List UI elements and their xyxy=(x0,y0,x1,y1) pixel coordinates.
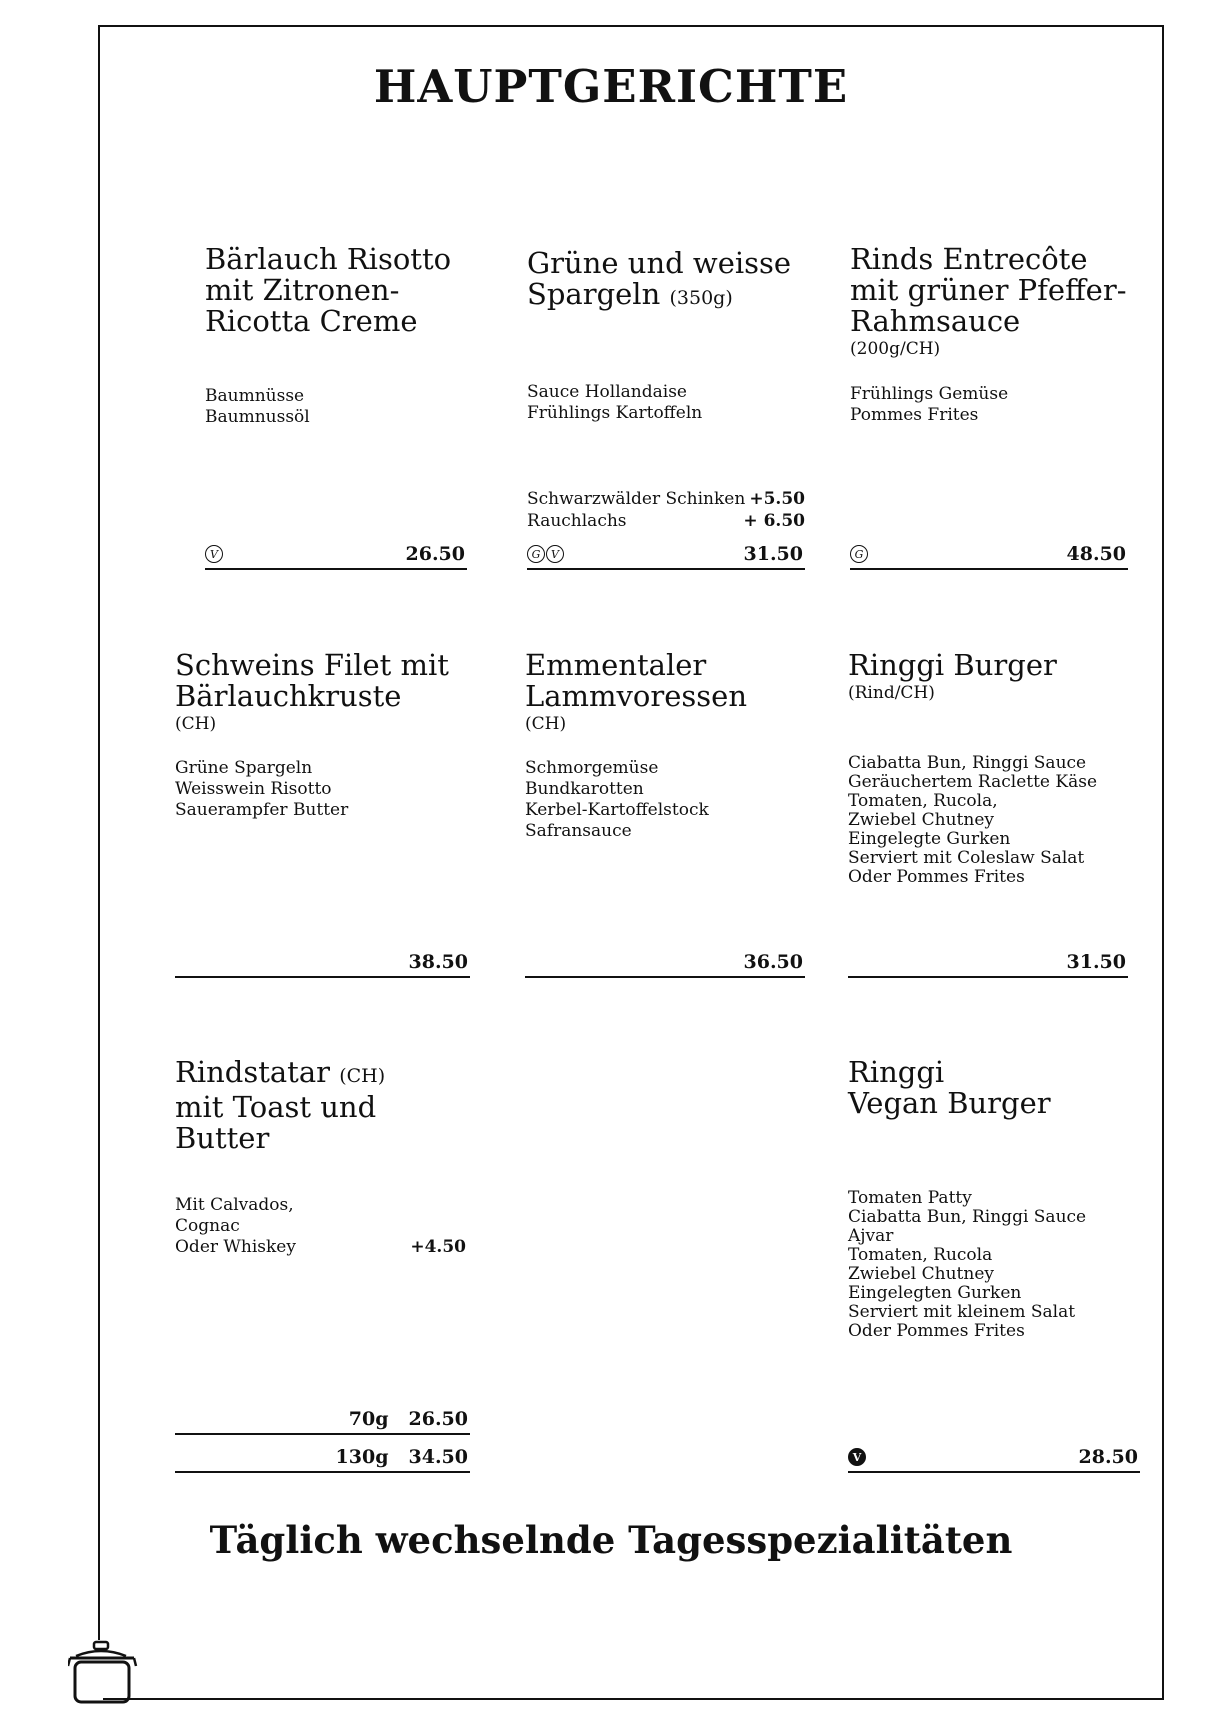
dish-title: Rindstatar (CH) mit Toast und Butter xyxy=(175,1055,386,1155)
price-row xyxy=(175,1405,470,1435)
dish-rindstatar xyxy=(175,1057,470,1477)
dish-title: Schweins Filet mit Bärlauchkruste xyxy=(175,648,449,713)
vegetarian-badge-icon: V xyxy=(205,545,223,563)
price-row xyxy=(850,540,1128,570)
dish-subtitle: (Rind/CH) xyxy=(848,683,935,703)
dish-title: Bärlauch Risotto mit Zitronen- Ricotta Creme xyxy=(205,242,452,338)
dish-ingredients: Schmorgemüse Bundkarotten Kerbel-Kartoffelstock Safransauce xyxy=(525,758,709,841)
extra-row: Rauchlachs + 6.50 xyxy=(527,511,805,531)
price: 26.50 xyxy=(408,1408,468,1430)
price: 31.50 xyxy=(743,543,803,565)
dish-schweins-filet xyxy=(175,650,470,980)
dish-title: Grüne und weisse Spargeln (350g) xyxy=(527,246,792,311)
vegan-badge-icon: V xyxy=(848,1448,866,1466)
page-heading: HAUPTGERICHTE xyxy=(373,60,849,113)
dish-subtitle: (CH) xyxy=(525,714,567,734)
price: 26.50 xyxy=(405,543,465,565)
dish-extras xyxy=(527,488,805,532)
dish-ingredients: Tomaten Patty Ciabatta Bun, Ringgi Sauce Ajvar Tomaten, Rucola Zwiebel Chutney Eingelegten Gurken Serviert mit kleinem Salat Oder Pommes Frites xyxy=(848,1188,1087,1341)
dish-ringgi-burger xyxy=(848,650,1128,980)
dish-rinds-entrecote xyxy=(850,244,1128,574)
dish-ingredients: Mit Calvados, Cognac Oder Whiskey +4.50 xyxy=(175,1195,470,1258)
dish-title: Ringgi Vegan Burger xyxy=(848,1055,1051,1120)
price-row xyxy=(175,1443,470,1473)
portion-weight: 130g xyxy=(335,1446,389,1468)
extra-row: Schwarzwälder Schinken +5.50 xyxy=(527,489,805,509)
extra-row: Oder Whiskey +4.50 xyxy=(175,1237,466,1257)
price-row xyxy=(848,948,1128,978)
price: 48.50 xyxy=(1066,543,1126,565)
cooking-pot-icon xyxy=(68,1640,138,1708)
dish-ingredients: Grüne Spargeln Weisswein Risotto Sauerampfer Butter xyxy=(175,758,349,820)
gluten-free-badge-icon: G xyxy=(850,545,868,563)
price: 34.50 xyxy=(408,1446,468,1468)
dish-ingredients: Baumnüsse Baumnussöl xyxy=(205,386,310,427)
dish-title: Ringgi Burger xyxy=(848,648,1057,682)
dish-ringgi-vegan-burger xyxy=(848,1057,1140,1477)
dish-baerlauch-risotto xyxy=(205,244,467,574)
price: 36.50 xyxy=(743,951,803,973)
portion-weight: 70g xyxy=(348,1408,389,1430)
price-row xyxy=(525,948,805,978)
price: 31.50 xyxy=(1066,951,1126,973)
dish-ingredients: Ciabatta Bun, Ringgi Sauce Geräuchertem Raclette Käse Tomaten, Rucola, Zwiebel Chutney Eingelegte Gurken Serviert mit Coleslaw Salat Oder Pommes Frites xyxy=(848,753,1098,887)
dish-title: Emmentaler Lammvoressen xyxy=(525,648,748,713)
gluten-free-badge-icon: G xyxy=(527,545,545,563)
daily-specials-note: Täglich wechselnde Tagesspezialitäten xyxy=(209,1518,1013,1562)
price-row xyxy=(848,1443,1140,1473)
dish-spargeln xyxy=(527,248,805,574)
price-row xyxy=(175,948,470,978)
price: 28.50 xyxy=(1078,1446,1138,1468)
price: 38.50 xyxy=(408,951,468,973)
dish-ingredients: Frühlings Gemüse Pommes Frites xyxy=(850,384,1009,425)
price-row xyxy=(527,540,805,570)
dish-subtitle: (CH) xyxy=(175,714,217,734)
dish-ingredients: Sauce Hollandaise Frühlings Kartoffeln xyxy=(527,382,703,423)
dish-title: Rinds Entrecôte mit grüner Pfeffer- Rahmsauce xyxy=(850,242,1127,338)
dish-subtitle: (200g/CH) xyxy=(850,339,941,359)
price-row xyxy=(205,540,467,570)
vegetarian-badge-icon: V xyxy=(546,545,564,563)
dish-emmentaler-lammvoressen xyxy=(525,650,805,980)
